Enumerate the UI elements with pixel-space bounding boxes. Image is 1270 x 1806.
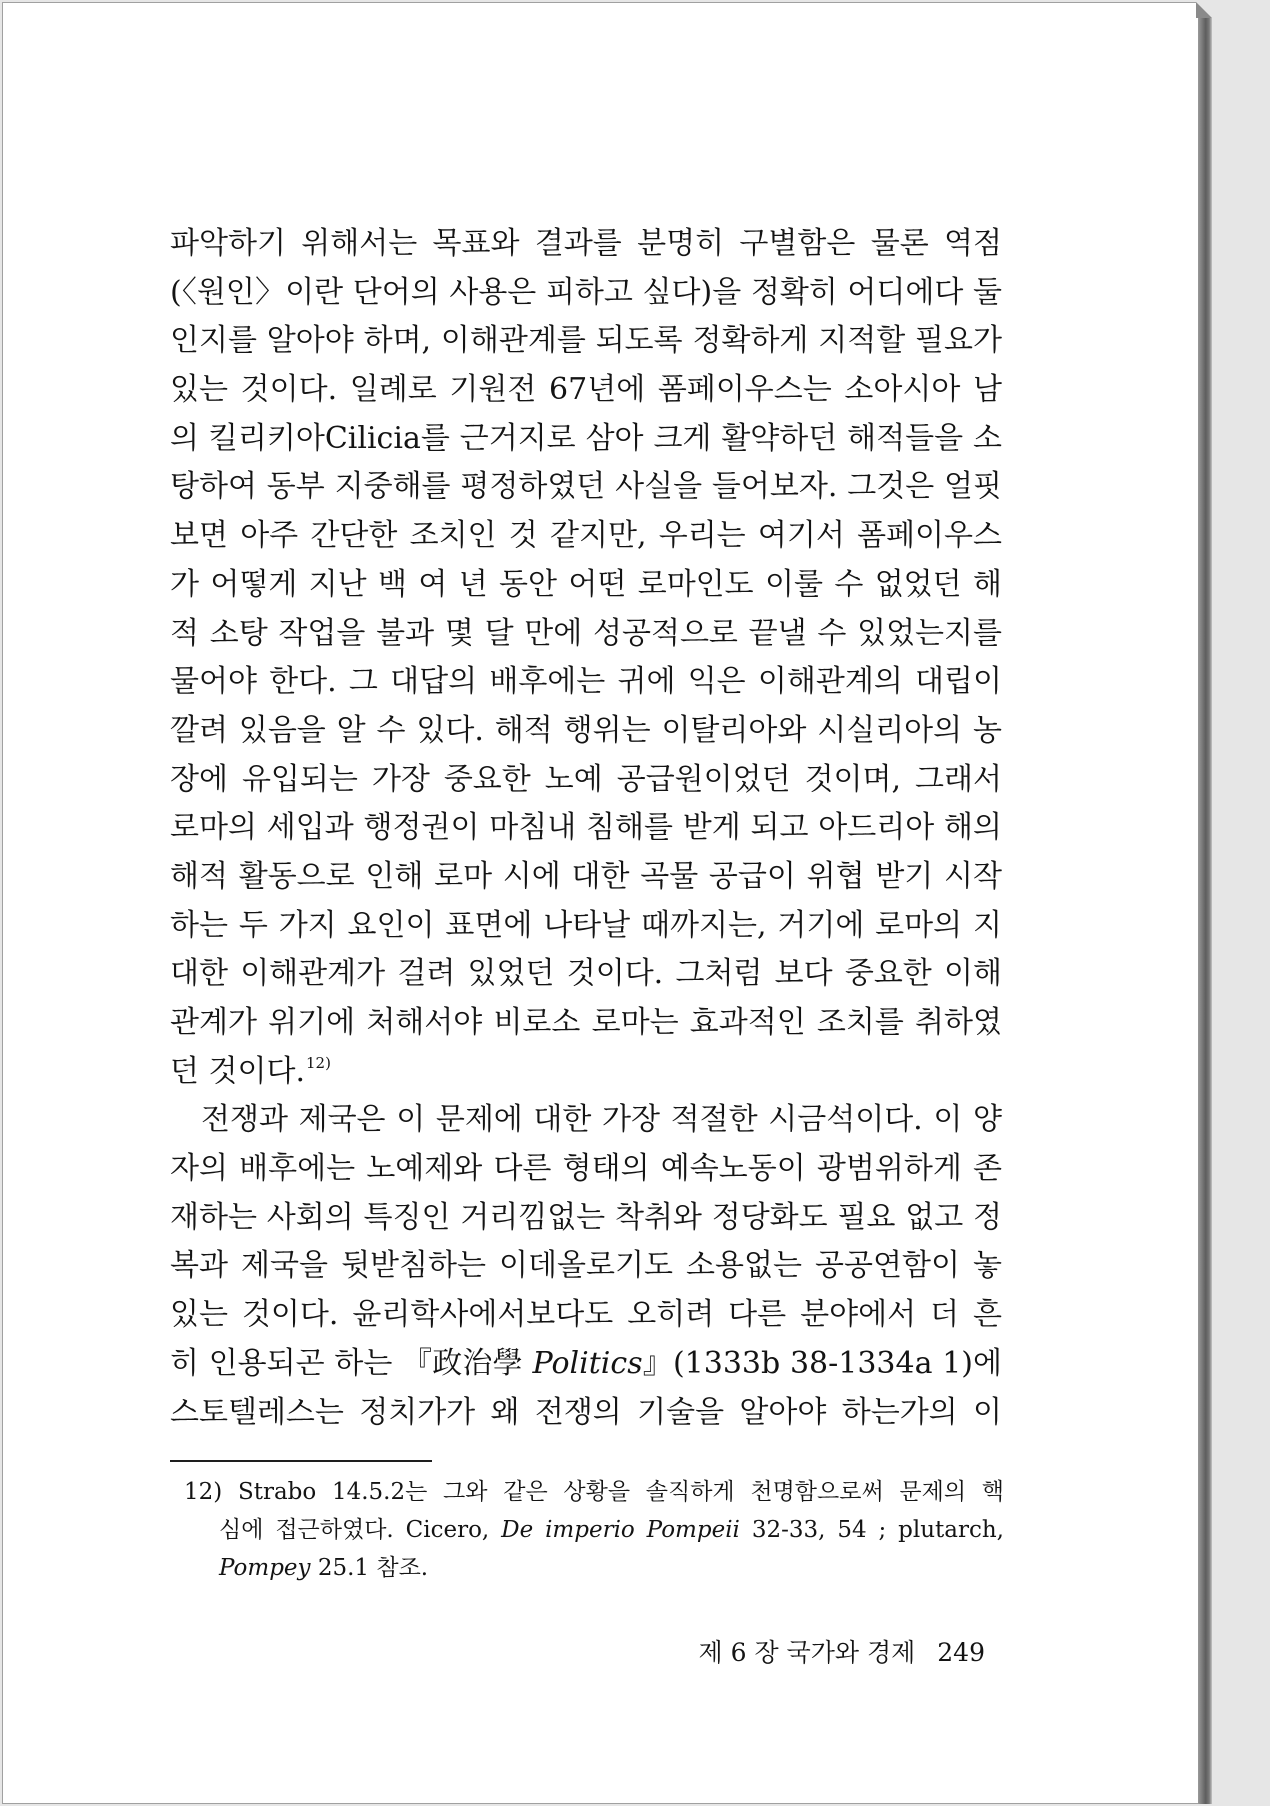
main-text [170,220,1002,1437]
text-line [170,756,1002,805]
text-line [170,463,1002,512]
italic-title: Politics [532,1345,643,1381]
text-run: 대한 이해관계가 걸려 있었던 것이다. 그처럼 보다 중요한 이해 [170,956,1002,992]
text-run: 32-33, 54 ; plutarch, [739,1517,1004,1543]
text-line [170,1145,1002,1194]
text-line [170,610,1002,659]
text-line [170,853,1002,902]
text-run: (〈원인〉이란 단어의 사용은 피하고 싶다)을 정확히 어디에다 둘 [170,274,1002,310]
text-line [170,512,1002,561]
text-run: 로마의 세입과 행정권이 마침내 침해를 받게 되고 아드리아 해의 [170,810,1002,846]
running-footer [560,1636,985,1670]
page-corner-fold [1196,2,1212,18]
footnote-reference: 12) [306,1053,331,1072]
text-run: 던 것이다. [170,1053,305,1089]
text-line [170,220,1002,269]
footnote-divider [170,1460,432,1462]
text-run: 장에 유입되는 가장 중요한 노예 공급원이었던 것이며, 그래서 [170,761,1002,797]
text-line [170,1194,1002,1243]
text-run: 인지를 알아야 하며, 이해관계를 되도록 정확하게 지적할 필요가 [170,323,1002,359]
text-run: 재하는 사회의 특징인 거리낌없는 착취와 정당화도 필요 없고 정 [170,1199,1002,1235]
text-run: 있는 것이다. 일례로 기원전 67년에 폼페이우스는 소아시아 남 [170,372,1002,408]
footnote-line [184,1549,1004,1587]
footnote-line [184,1473,1004,1511]
paragraph [170,220,1002,1096]
text-line [170,1340,1002,1389]
text-line [170,269,1002,318]
page-number: 249 [937,1638,985,1667]
text-run: 스토텔레스는 정치가가 왜 전쟁의 기술을 알아야 하는가의 이 [170,1394,1002,1430]
text-line [170,366,1002,415]
text-run: 전쟁과 제국은 이 문제에 대한 가장 적절한 시금석이다. 이 양 [201,1102,1002,1138]
text-run: 히 인용되곤 하는 『政治學 [170,1345,533,1381]
text-run: 보면 아주 간단한 조치인 것 같지만, 우리는 여기서 폼페이우스 [170,518,1002,554]
text-run: 심에 접근하였다. Cicero, [219,1517,502,1543]
text-line [170,658,1002,707]
text-run: 있는 것이다. 윤리학사에서보다도 오히려 다른 분야에서 더 흔 [170,1297,1002,1333]
text-run: 』(1333b 38-1334a 1)에 [642,1345,1002,1381]
italic-title: Pompey [219,1555,311,1581]
text-line [170,317,1002,366]
text-line [170,707,1002,756]
text-line [170,1242,1002,1291]
footnote-line [184,1511,1004,1549]
text-line [170,1291,1002,1340]
text-run: 가 어떻게 지난 백 여 년 동안 어떤 로마인도 이룰 수 없었던 해 [170,566,1002,602]
text-run: 25.1 참조. [310,1555,429,1581]
text-line [170,804,1002,853]
text-run: 물어야 한다. 그 대답의 배후에는 귀에 익은 이해관계의 대립이 [170,664,1002,700]
text-run: 관계가 위기에 처해서야 비로소 로마는 효과적인 조치를 취하였 [170,1005,1002,1040]
text-run: 해적 활동으로 인해 로마 시에 대한 곡물 공급이 위협 받기 시작 [170,858,1002,894]
text-line [170,999,1002,1048]
italic-title: De imperio Pompeii [501,1517,740,1543]
text-line [170,950,1002,999]
text-line [170,1048,1002,1097]
text-run: 하는 두 가지 요인이 표면에 나타날 때까지는, 거기에 로마의 지 [170,907,1002,943]
text-line [170,561,1002,610]
footnote-block [184,1473,1004,1587]
text-run: 12) Strabo 14.5.2는 그와 같은 상황을 솔직하게 천명함으로써 문제의 핵 [184,1479,1004,1505]
text-run: 적 소탕 작업을 불과 몇 달 만에 성공적으로 끝낼 수 있었는지를 [170,615,1002,651]
paragraph [170,1096,1002,1437]
text-run: 자의 배후에는 노예제와 다른 형태의 예속노동이 광범위하게 존 [170,1151,1002,1187]
text-line [170,1389,1002,1438]
text-line [170,415,1002,464]
text-run: 탕하여 동부 지중해를 평정하였던 사실을 들어보자. 그것은 얼핏 [170,469,1002,505]
text-run: 파악하기 위해서는 목표와 결과를 분명히 구별함은 물론 역점 [170,226,1002,261]
text-run: 의 킬리키아Cilicia를 근거지로 삼아 크게 활약하던 해적들을 소 [170,420,1002,456]
page-edge-shadow [1198,6,1212,1804]
text-line [170,902,1002,951]
text-run: 깔려 있음을 알 수 있다. 해적 행위는 이탈리아와 시실리아의 농 [170,712,1002,748]
text-run: 복과 제국을 뒷받침하는 이데올로기도 소용없는 공공연함이 놓 [170,1248,1002,1284]
text-line [170,1096,1002,1145]
chapter-title: 제 6 장 국가와 경제 [698,1638,916,1667]
